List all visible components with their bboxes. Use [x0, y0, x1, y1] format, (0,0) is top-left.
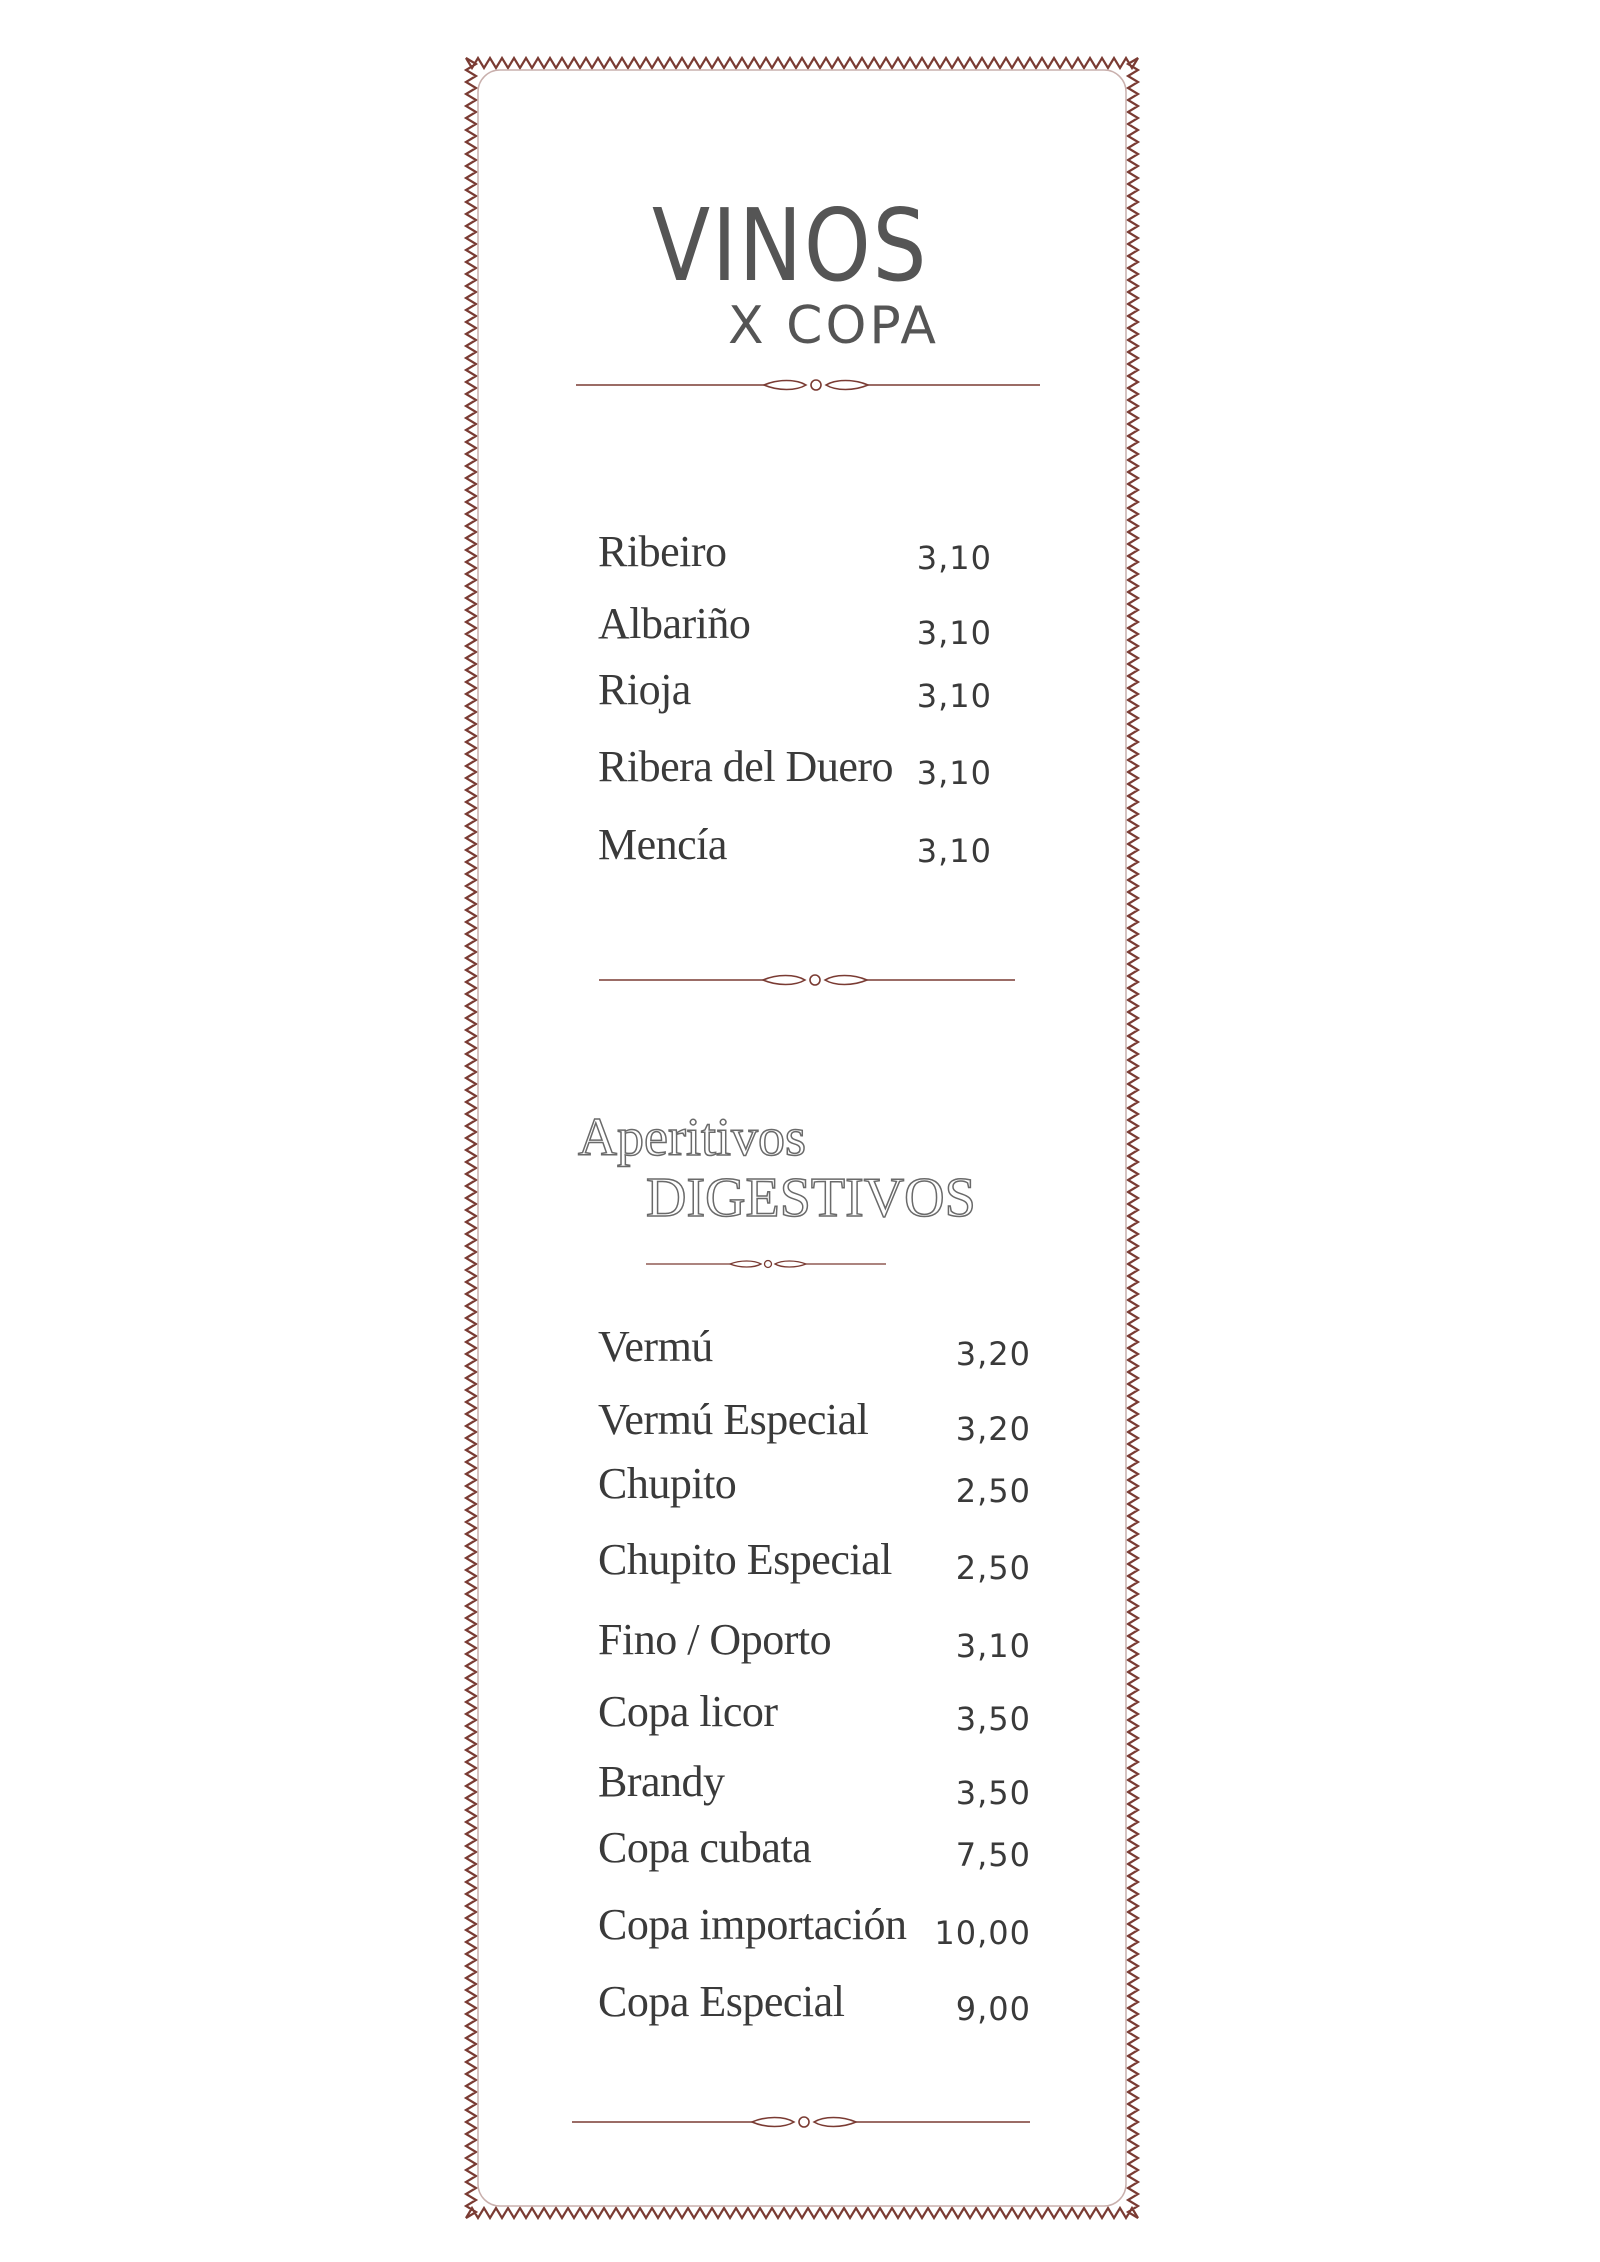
- aperitif-section-title: Aperitivos: [578, 1107, 806, 1167]
- menu-item-name: Brandy: [598, 1757, 725, 1806]
- menu-item-name: Copa cubata: [598, 1823, 812, 1872]
- menu-item-name: Rioja: [598, 665, 691, 714]
- menu-item-name: Copa licor: [598, 1687, 778, 1736]
- menu-item-price: 3,20: [955, 1335, 1031, 1373]
- menu-item-price: 3,10: [916, 539, 992, 577]
- menu-item-name: Albariño: [598, 599, 751, 648]
- aperitif-section-subtitle: DIGESTIVOS: [646, 1167, 976, 1229]
- menu-item-name: Chupito Especial: [598, 1535, 892, 1584]
- menu-item-price: 7,50: [955, 1836, 1031, 1874]
- menu-item-name: Vermú: [598, 1322, 713, 1371]
- menu-item-name: Fino / Oporto: [598, 1615, 832, 1664]
- menu-item-name: Vermú Especial: [598, 1395, 869, 1444]
- menu-item-price: 3,50: [955, 1700, 1031, 1738]
- wine-section-subtitle: X COPA: [728, 296, 939, 356]
- menu-item-price: 3,50: [955, 1774, 1031, 1812]
- menu-item-price: 2,50: [955, 1549, 1031, 1587]
- menu-item-price: 3,20: [955, 1410, 1031, 1448]
- menu-item-price: 3,10: [916, 677, 992, 715]
- menu-item-price: 3,10: [916, 754, 992, 792]
- menu-item-name: Chupito: [598, 1459, 737, 1508]
- menu-item-name: Copa importación: [598, 1900, 907, 1949]
- menu-item-name: Ribera del Duero: [598, 742, 893, 791]
- menu-item-price: 9,00: [955, 1990, 1031, 2028]
- menu-item-name: Ribeiro: [598, 527, 727, 576]
- menu-item-price: 3,10: [916, 832, 992, 870]
- menu-item-price: 3,10: [955, 1627, 1031, 1665]
- wine-section-title: VINOS: [652, 187, 929, 304]
- menu-item-price: 10,00: [934, 1914, 1031, 1952]
- menu-item-name: Copa Especial: [598, 1977, 845, 2026]
- menu-item-price: 2,50: [955, 1472, 1031, 1510]
- menu-item-name: Mencía: [598, 820, 727, 869]
- menu-item-price: 3,10: [916, 614, 992, 652]
